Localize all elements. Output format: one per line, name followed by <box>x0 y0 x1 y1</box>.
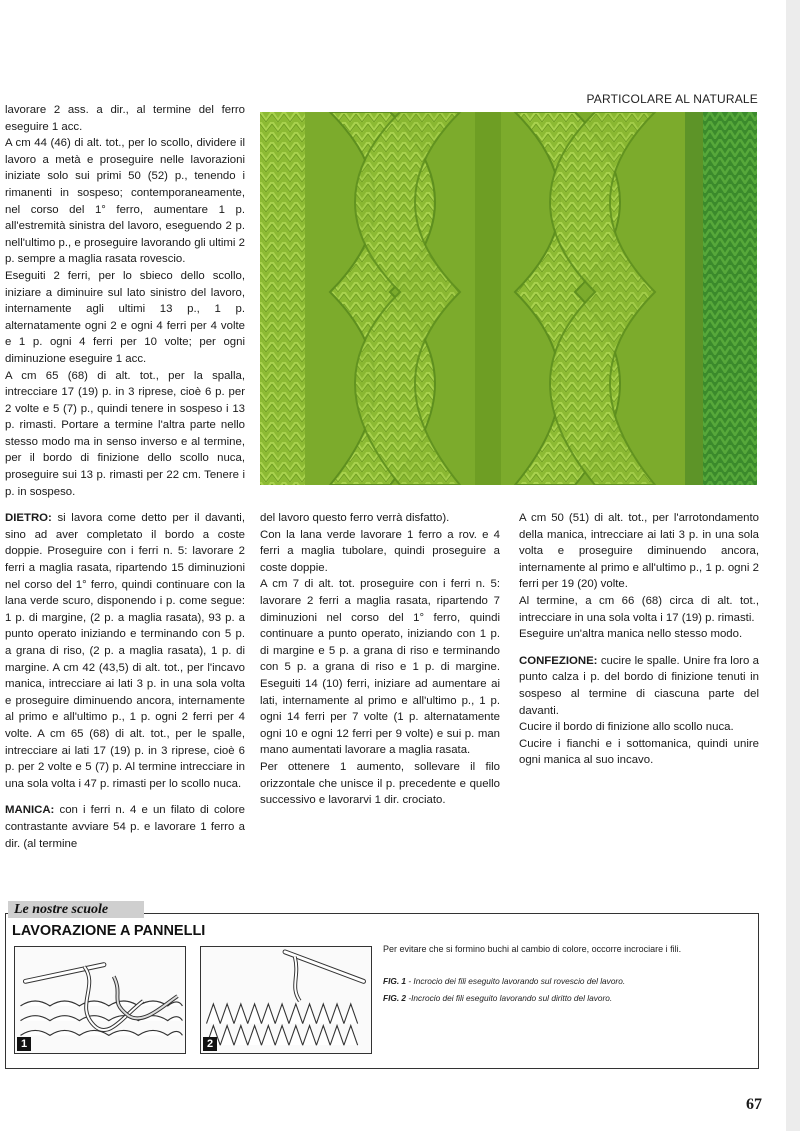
caption-text: - Incrocio dei fili eseguito lavorando sul rovescio del lavoro. <box>406 976 626 986</box>
figure-1 <box>14 946 186 1054</box>
paragraph: Eseguire un'altra manica nello stesso modo. <box>519 628 743 641</box>
paragraph: Eseguiti 2 ferri, per lo sbieco dello scollo, iniziare a diminuire sul lato sinistro del lavoro, internamente agli ultimi 13 p., 1 p. alternatamente ogni 2 e ogni 4 ferri per 4 volte e 1 p. ogni 4 ferri per 10 volte; per ogni diminuzione eseguire 1 acc. <box>5 269 245 365</box>
paragraph: Cucire il bordo di finizione allo scollo nuca. <box>519 721 734 734</box>
cable-knit-photo <box>260 112 757 485</box>
paragraph: Con la lana verde lavorare 1 ferro a rov. e 4 ferri a maglia tubolare, quindi proseguire a coste doppie. <box>260 528 500 574</box>
paragraph: Per ottenere 1 aumento, sollevare il filo orizzontale che unisce il p. precedente e quello successivo e lavorarvi 1 dir. crociato. <box>260 760 500 807</box>
caption-label: FIG. 1 <box>383 976 407 986</box>
cable-knit-illustration <box>260 112 757 485</box>
paragraph: lavorare 2 ass. a dir., al termine del ferro eseguire 1 acc. <box>5 104 245 133</box>
figure-number: 1 <box>17 1037 31 1051</box>
caption-label: FIG. 2 <box>383 993 407 1003</box>
paragraph: A cm 65 (68) di alt. tot., per la spalla, intrecciare 17 (19) p. in 3 riprese, cioè 6 p. per 2 volte e 5 (7) p., quindi tenere in sospeso i 13 p. rimasti. Portare a termine l'altra parte nello stesso modo ma in senso inverso e al termine, per il bordo di finizione dello scollo nuca, proseguire sui 13 p. rimasti per 22 cm. Tenere i p. in sospeso. <box>5 369 245 498</box>
paragraph: Al termine, a cm 66 (68) circa di alt. tot., intrecciare in una sola volta i 17 (19) p. rimasti. <box>519 594 759 624</box>
section-confezione <box>519 653 759 719</box>
paragraph: A cm 44 (46) di alt. tot., per lo scollo, dividere il lavoro a metà e proseguire nelle lavorazioni iniziate solo sui primi 50 (52) p., tenendo i rimanenti in sospeso; contemporaneamente, nel corso del 1° ferro, aumentare 1 p. all'estremità sinistra del lavoro, eseguendo 2 p. nell'ultimo p., e proseguire lavorando gli ultimi 2 p. sempre a maglia rasata rovescio. <box>5 137 245 266</box>
box-note: Per evitare che si formino buchi al cambio di colore, occorre incrociare i fili. <box>383 944 682 954</box>
figure-2-caption <box>383 993 753 1003</box>
paragraph: A cm 7 di alt. tot. proseguire con i ferri n. 5: lavorare 2 ferri a maglia rasata, ripartendo 7 diminuzioni nel corso del 1° ferro, quindi continuare a punto operato, iniziando con 1 p. di margine e 5 p. a grana di riso e terminando con 5 p. a grana di riso e 1 p. di margine. Eseguiti 14 (10) ferri, iniziare ad aumentare ai lati, internamente al primo e all'ultimo p., 1 p. ogni 14 ferri per 7 volte (1 p. alternatamente ogni 10 e ogni 12 ferri per 9 volte) e sui p. man mano aumentati lavorare a maglia rasata. <box>260 578 500 757</box>
section-text: con i ferri n. 4 e un filato di colore contrastante avviare 54 p. e lavorare 1 ferro a dir. (al termine <box>5 804 245 850</box>
text-column-right <box>519 510 759 769</box>
section-manica <box>5 802 245 852</box>
section-heading: MANICA: <box>5 804 55 817</box>
text-column-left <box>5 102 245 852</box>
figure-number: 2 <box>203 1037 217 1051</box>
paragraph: A cm 50 (51) di alt. tot., per l'arrotondamento della manica, intrecciare ai lati 3 p. in una sola volta e proseguire diminuendo ancora, internamente al primo e all'ultimo p., 1 p. ogni 2 ferri per 19 (20) volte. <box>519 512 759 591</box>
section-text: cucire le spalle. Unire fra loro a punto calza i p. del bordo di finizione tenuti in sospeso al termine di ciascuna parte del davanti. <box>519 654 759 717</box>
section-header: PARTICOLARE AL NATURALE <box>586 92 758 106</box>
section-text: si lavora come detto per il davanti, sino ad aver completato il bordo a coste doppie. Proseguire con i ferri n. 5: lavorare 2 ferri a maglia rasata, ripartendo 15 diminuzioni nel corso del 1° ferro, quindi continuare con la lana verde scuro, disponendo i p. come segue: 1 p. di margine, (2 p. a maglia rasata), 93 p. a punto operato iniziando e terminando con 5 p. a grana di riso, (2 p. a maglia rasata), 1 p. di margine. A cm 42 (43,5) di alt. tot., per l'incavo manica, intrecciare ai lati 3 p. in una sola volta e proseguire diminuendo ancora, internamente al primo e all'ultimo p., 1 p. ogni 2 ferri per 4 volte. A cm 65 (68) di alt. tot., per le spalle, intrecciare ai lati 17 (19) p. in 3 riprese, cioè 6 p. per 2 volte e 5 (7) p. Al termine intrecciare in una sola volta i 47 p. rimasti per lo scollo nuca. <box>5 512 245 790</box>
knitting-wrong-side-illustration <box>15 947 185 1053</box>
caption-text: -Incrocio dei fili eseguito lavorando sul diritto del lavoro. <box>406 993 613 1003</box>
figure-2 <box>200 946 372 1054</box>
text-column-middle <box>260 510 500 809</box>
section-dietro <box>5 510 245 792</box>
page-number: 67 <box>746 1096 762 1113</box>
paragraph: del lavoro questo ferro verrà disfatto). <box>260 512 450 524</box>
box-tab: Le nostre scuole <box>8 901 144 918</box>
box-title: LAVORAZIONE A PANNELLI <box>12 923 206 939</box>
figure-1-caption <box>383 976 753 986</box>
section-heading: CONFEZIONE: <box>519 654 598 667</box>
paragraph: Cucire i fianchi e i sottomanica, quindi unire ogni manica al suo incavo. <box>519 737 759 767</box>
knitting-right-side-illustration <box>201 947 371 1053</box>
section-heading: DIETRO: <box>5 512 52 525</box>
